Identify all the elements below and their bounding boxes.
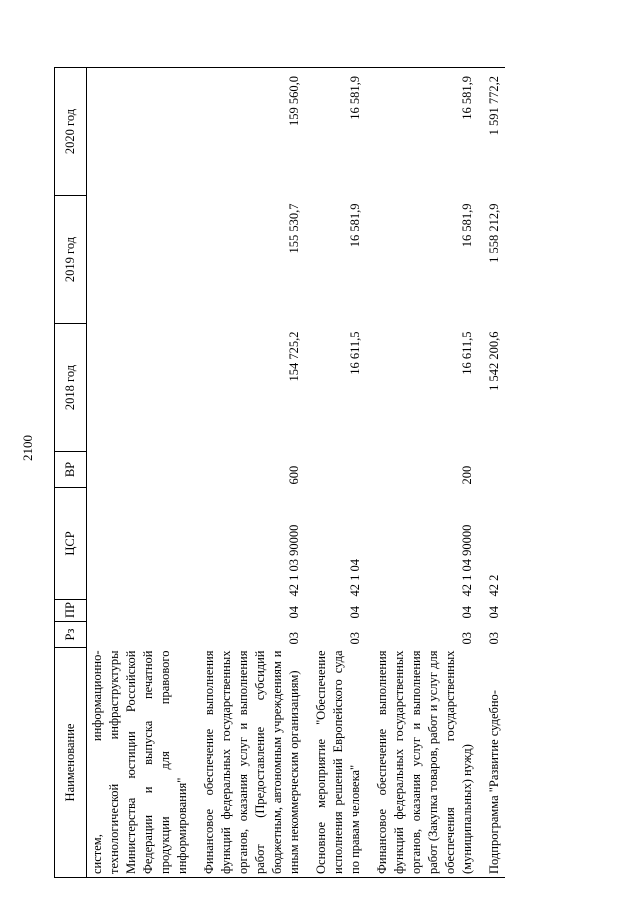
row-vr	[305, 452, 366, 488]
rotated-page-content	[54, 68, 602, 878]
row-2019: 155 530,7	[287, 203, 301, 254]
header-2020: 2020 год	[55, 68, 87, 196]
row-2018: 16 611,5	[460, 331, 474, 375]
row-csr: 42 1 04	[348, 559, 362, 597]
row-name: Основное мероприятие "Обеспечение исполнения решений Европейского суда по правам человека"	[314, 650, 362, 874]
row-name: Подпрограмма "Развитие судебно-	[487, 690, 501, 874]
table-row	[478, 68, 505, 878]
row-name: Финансовое обеспечение выполнения функций федеральных государственных органов, оказания услуг и выполнения работ (Закупка товаров, работ и услуг для обеспечения государственных (муниципальных) нужд)	[375, 650, 474, 874]
header-rz: Рз	[55, 622, 87, 648]
header-pr: ПР	[55, 600, 87, 622]
row-2020: 1 591 772,2	[487, 76, 501, 136]
row-2018: 1 542 200,6	[487, 331, 501, 391]
header-csr: ЦСР	[55, 488, 87, 600]
table-row	[366, 68, 478, 878]
row-pr: 04	[487, 606, 501, 619]
row-rz	[87, 622, 194, 648]
row-pr: 04	[348, 606, 362, 619]
table-row	[305, 68, 366, 878]
row-2019	[87, 196, 194, 324]
header-2018: 2018 год	[55, 324, 87, 452]
row-rz: 03	[287, 632, 301, 645]
row-pr: 04	[460, 606, 474, 619]
page-number: 2100	[20, 435, 35, 461]
row-2018: 16 611,5	[348, 331, 362, 375]
row-2019: 16 581,9	[348, 203, 362, 248]
row-2020	[87, 68, 194, 196]
row-vr: 600	[287, 465, 301, 485]
row-name: Финансовое обеспечение выполнения функций федеральных государственных органов, оказания услуг и выполнения работ (Предоставление субсидий бюджетным, автономным учреждениям и иным некоммерческим организациям)	[202, 650, 301, 874]
table-header-row	[55, 68, 87, 878]
row-2020: 16 581,9	[460, 76, 474, 120]
row-2020: 159 560,0	[287, 76, 301, 126]
row-vr	[87, 452, 194, 488]
row-rz: 03	[487, 632, 501, 645]
header-vr: ВР	[55, 452, 87, 488]
row-csr	[87, 488, 194, 600]
row-vr: 200	[460, 465, 474, 485]
row-2018	[87, 324, 194, 452]
header-2019: 2019 год	[55, 196, 87, 324]
row-csr: 42 1 03 90000	[287, 524, 301, 597]
row-vr	[478, 452, 505, 488]
row-csr: 42 2	[487, 574, 501, 597]
table-row	[193, 68, 305, 878]
header-name: Наименование	[55, 648, 87, 878]
row-name: систем, информационно-технологической инфраструктуры Министерства юстиции Российской Федерации и выпуска печатной продукции для правового информирования"	[90, 650, 189, 874]
row-2019: 1 558 212,9	[487, 203, 501, 263]
table-row	[87, 68, 194, 878]
row-rz: 03	[348, 632, 362, 645]
row-2019: 16 581,9	[460, 203, 474, 248]
row-2020: 16 581,9	[348, 76, 362, 120]
budget-table	[54, 67, 505, 878]
row-pr	[87, 600, 194, 622]
row-pr: 04	[287, 606, 301, 619]
row-2018: 154 725,2	[287, 331, 301, 382]
row-rz: 03	[460, 632, 474, 645]
row-csr: 42 1 04 90000	[460, 524, 474, 597]
